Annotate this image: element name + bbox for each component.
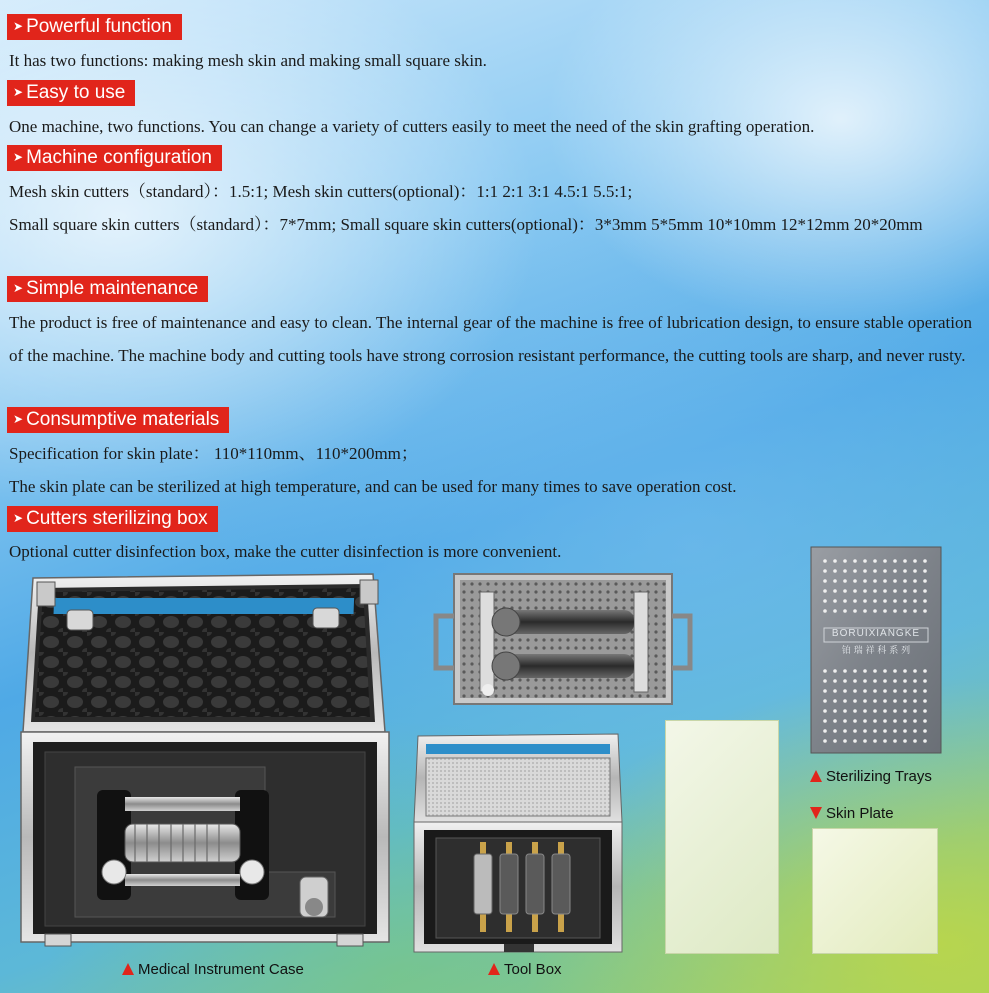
- square-cutters-text: Small square skin cutters（standard）：7*7mm; Small square skin cutters(optional)：3*3mm 5*5mm 10*10mm 12*12mm 20*20mm: [9, 215, 923, 234]
- section-label-easy-to-use: [7, 80, 135, 106]
- caption-text: Sterilizing Trays: [826, 768, 932, 785]
- arrow-icon: ➤: [13, 85, 24, 99]
- skin-plate-small-image: [812, 828, 938, 954]
- medical-instrument-case-image: [15, 572, 393, 952]
- caption-tool-box: [488, 961, 562, 978]
- triangle-down-icon: [810, 807, 822, 819]
- arrow-icon: ➤: [13, 412, 24, 426]
- triangle-up-icon: [810, 770, 822, 782]
- triangle-up-icon: [488, 963, 500, 975]
- arrow-icon: ➤: [13, 150, 24, 164]
- section-title: Easy to use: [26, 82, 126, 103]
- section-title: Consumptive materials: [26, 409, 220, 430]
- tray-brand: BORUIXIANGKE: [831, 628, 921, 639]
- section-label-simple-maintenance: [7, 276, 208, 302]
- caption-sterilizing-trays: [810, 768, 932, 785]
- easy-to-use-text: One machine, two functions. You can change a variety of cutters easily to meet the need of the skin grafting operation.: [9, 117, 815, 136]
- sterilizing-box-text: Optional cutter disinfection box, make the cutter disinfection is more convenient.: [9, 542, 562, 561]
- mesh-cutters-text: Mesh skin cutters（standard）：1.5:1; Mesh skin cutters(optional)：1:1 2:1 3:1 4.5:1 5.5:1;: [9, 182, 633, 201]
- maintenance-text: The product is free of maintenance and easy to clean. The internal gear of the machine is free of lubrication design, to ensure stable operation of the machine. The machine body and cutting tools have strong corrosion resistant performance, the cutting tools are sharp, and never rusty.: [9, 313, 972, 365]
- caption-text: Tool Box: [504, 961, 562, 978]
- plate-spec-text: Specification for skin plate： 110*110mm、110*200mm；: [9, 444, 418, 463]
- caption-text: Skin Plate: [826, 805, 894, 822]
- arrow-icon: ➤: [13, 19, 24, 33]
- section-label-consumptive-materials: [7, 407, 229, 433]
- section-label-powerful-function: [7, 14, 182, 40]
- arrow-icon: ➤: [13, 281, 24, 295]
- triangle-up-icon: [122, 963, 134, 975]
- section-label-machine-configuration: [7, 145, 222, 171]
- caption-skin-plate: [810, 805, 894, 822]
- section-title: Powerful function: [26, 16, 172, 37]
- plate-sterilize-text: The skin plate can be sterilized at high temperature, and can be used for many times to save operation cost.: [9, 477, 737, 496]
- tool-box-image: [412, 730, 624, 958]
- caption-text: Medical Instrument Case: [138, 961, 304, 978]
- caption-medical-instrument-case: [122, 961, 304, 978]
- section-title: Simple maintenance: [26, 278, 199, 299]
- section-title: Cutters sterilizing box: [26, 508, 208, 529]
- tray-brand-cn: 铂 瑞 祥 科 系 列: [841, 646, 911, 656]
- skin-plate-large-image: [665, 720, 779, 954]
- cutter-tray-image: [428, 572, 698, 708]
- section-title: Machine configuration: [26, 147, 212, 168]
- section-label-cutters-sterilizing-box: [7, 506, 218, 532]
- powerful-function-text: It has two functions: making mesh skin and making small square skin.: [9, 51, 487, 70]
- arrow-icon: ➤: [13, 511, 24, 525]
